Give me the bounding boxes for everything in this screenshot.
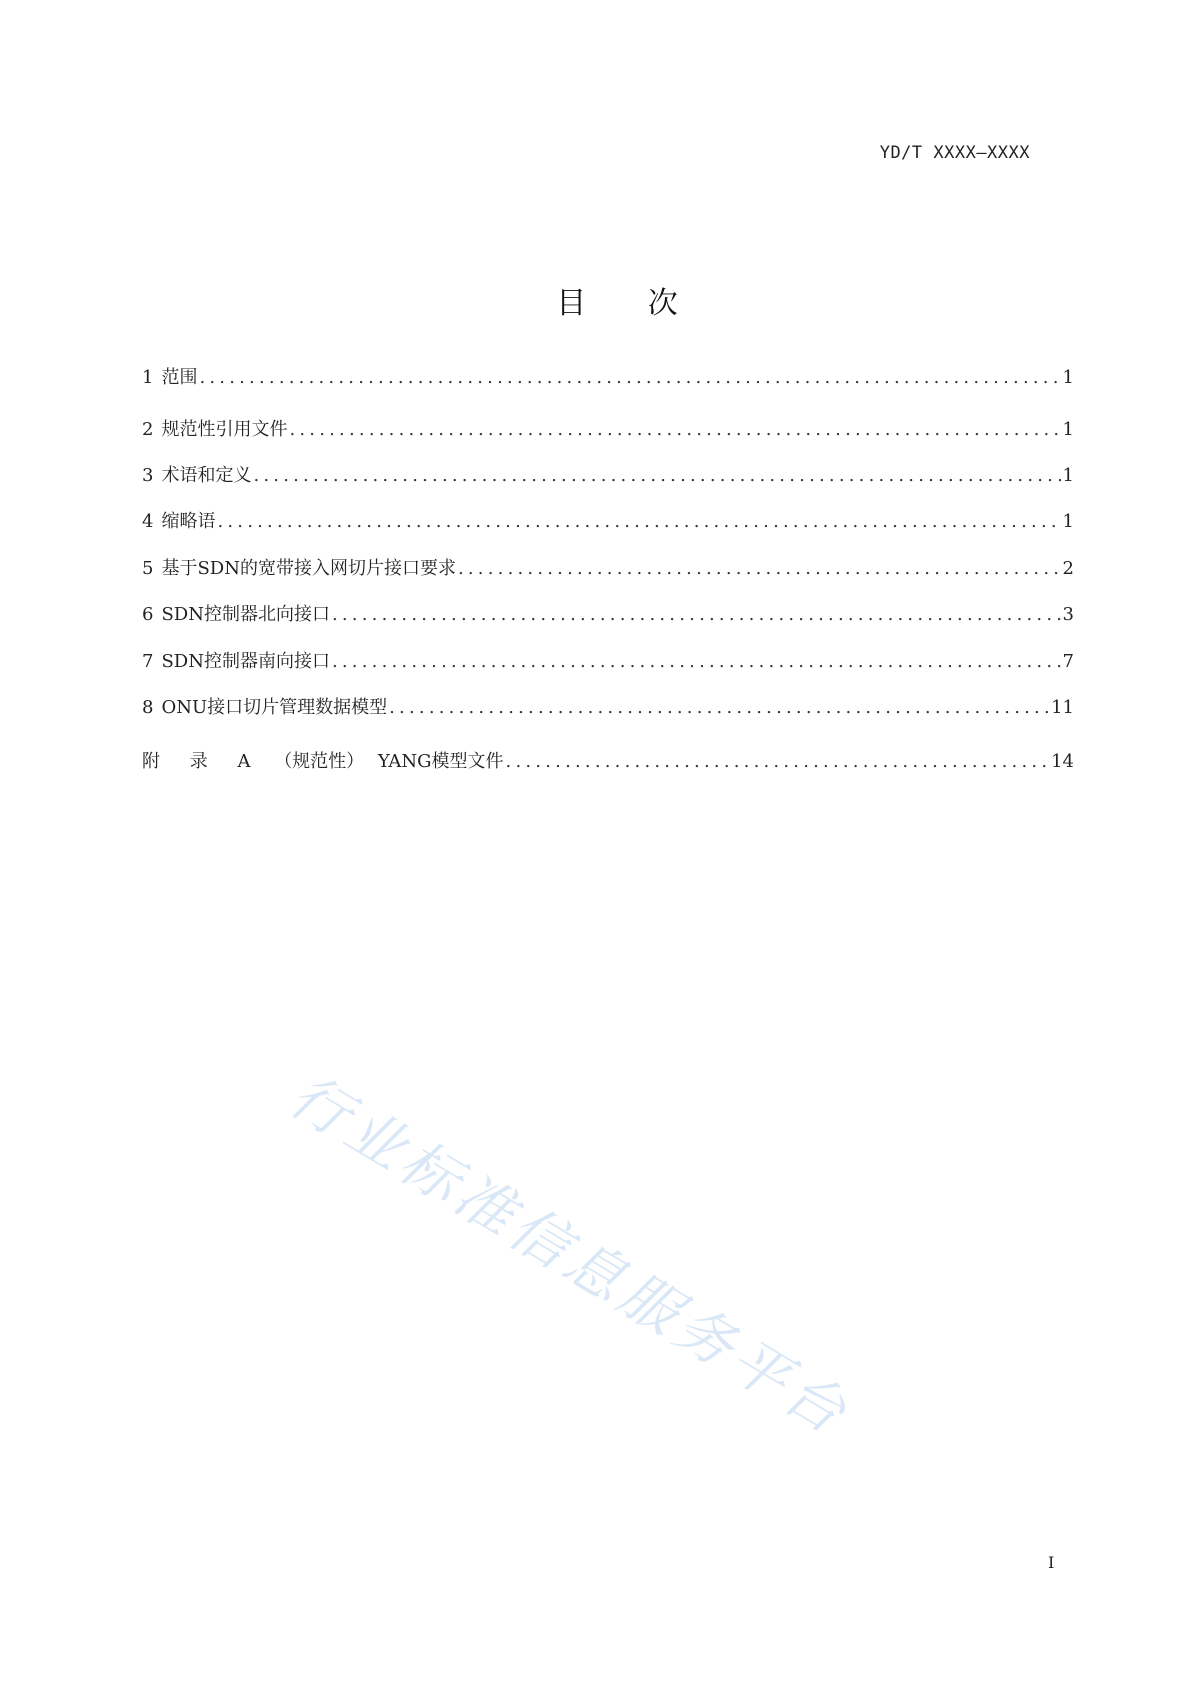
toc-entry-page: 1 bbox=[1062, 465, 1074, 486]
toc-leader-dots bbox=[506, 751, 1050, 773]
toc-entry-3[interactable] bbox=[142, 465, 1074, 487]
toc-entry-number: 4 bbox=[142, 511, 154, 532]
toc-entry-page: 1 bbox=[1062, 511, 1074, 532]
toc-entry-label: 基于SDN的宽带接入网切片接口要求 bbox=[161, 558, 456, 579]
toc-leader-dots bbox=[458, 558, 1061, 580]
toc-entry-4[interactable] bbox=[142, 511, 1074, 533]
toc-entry-8[interactable] bbox=[142, 697, 1074, 719]
toc-entry-number: 6 bbox=[142, 604, 154, 625]
toc-entry-label: 缩略语 bbox=[161, 511, 216, 532]
toc-entry-page: 2 bbox=[1062, 558, 1074, 579]
toc-entry-label: ONU接口切片管理数据模型 bbox=[161, 697, 388, 718]
toc-leader-dots bbox=[332, 604, 1061, 626]
toc-entry-number: 7 bbox=[142, 651, 154, 672]
toc-entry-5[interactable] bbox=[142, 558, 1074, 580]
appendix-type: （规范性） bbox=[274, 751, 365, 772]
toc-entry-number: 3 bbox=[142, 465, 154, 486]
page-number: I bbox=[1048, 1553, 1055, 1572]
toc-entry-page: 1 bbox=[1062, 419, 1074, 440]
appendix-label: YANG模型文件 bbox=[377, 751, 504, 772]
toc-entry-page: 1 bbox=[1062, 367, 1074, 388]
toc-entry-6[interactable] bbox=[142, 604, 1074, 626]
toc-entry-page: 14 bbox=[1051, 751, 1074, 772]
toc-leader-dots bbox=[199, 367, 1060, 389]
toc-entry-label: SDN控制器北向接口 bbox=[161, 604, 330, 625]
toc-entry-label: 术语和定义 bbox=[161, 465, 252, 486]
toc-leader-dots bbox=[389, 697, 1049, 719]
toc-leader-dots bbox=[332, 651, 1061, 673]
toc-entry-label: SDN控制器南向接口 bbox=[161, 651, 330, 672]
appendix-prefix: 附 录 A bbox=[142, 751, 263, 772]
toc-entry-label: 规范性引用文件 bbox=[161, 419, 288, 440]
toc-entry-7[interactable] bbox=[142, 651, 1074, 673]
toc-entry-page: 11 bbox=[1051, 697, 1074, 718]
toc-leader-dots bbox=[289, 419, 1060, 441]
toc-entry-number: 1 bbox=[142, 367, 154, 388]
toc-entry-number: 2 bbox=[142, 419, 154, 440]
toc-entry-number: 8 bbox=[142, 697, 154, 718]
toc-entry-page: 3 bbox=[1062, 604, 1074, 625]
toc-entry-1[interactable] bbox=[142, 367, 1074, 389]
document-code: YD/T XXXX—XXXX bbox=[879, 143, 1030, 163]
toc-entry-appendix-a[interactable] bbox=[142, 751, 1074, 773]
page-title: 目 次 bbox=[556, 286, 704, 322]
toc-entry-label: 范围 bbox=[161, 367, 198, 388]
toc-entry-2[interactable] bbox=[142, 419, 1074, 441]
toc-entry-number: 5 bbox=[142, 558, 154, 579]
watermark-text: 行业标准信息服务平台 bbox=[278, 1061, 862, 1450]
toc-entry-page: 7 bbox=[1062, 651, 1074, 672]
toc-leader-dots bbox=[253, 465, 1060, 487]
toc-leader-dots bbox=[217, 511, 1060, 533]
